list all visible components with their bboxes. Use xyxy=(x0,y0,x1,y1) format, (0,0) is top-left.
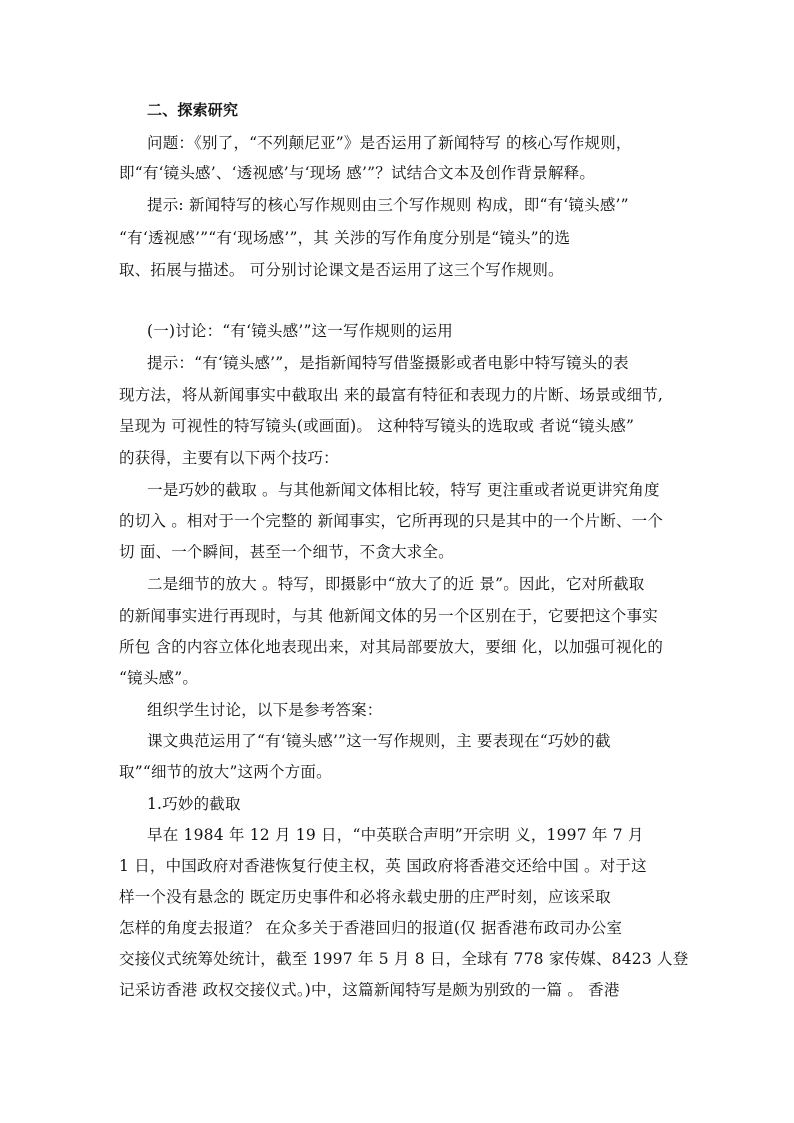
paragraph-line: 所包 含的内容立体化地表现出来，对其局部要放大，要细 化，以加强可视化的 xyxy=(119,638,664,656)
paragraph-line: 样一个没有悬念的 既定历史事件和必将永载史册的庄严时刻，应该采取 xyxy=(119,888,611,906)
subsection-heading: (一)讨论：“有‘镜头感’”这一写作规则的运用 xyxy=(147,322,453,340)
paragraph-line: 一是巧妙的截取 。与其他新闻文体相比较，特写 更注重或者说更讲究角度 xyxy=(147,481,660,499)
paragraph-line: 的获得，主要有以下两个技巧： xyxy=(119,449,339,467)
paragraph-line: 交接仪式统筹处统计，截至 1997 年 5 月 8 日，全球有 778 家传媒、8423 人登 xyxy=(119,950,689,968)
numbered-heading: 1.巧妙的截取 xyxy=(147,795,241,813)
paragraph-line: 提示：“有‘镜头感’”，是指新闻特写借鉴摄影或者电影中特写镜头的表 xyxy=(147,354,629,372)
paragraph-line: 现方法，将从新闻事实中截取出 来的最富有特征和表现力的片断、场景或细节, xyxy=(119,386,664,404)
paragraph-line: 记采访香港 政权交接仪式。)中，这篇新闻特写是颇为别致的一篇 。 香港 xyxy=(119,981,620,999)
paragraph-line: “镜头感”。 xyxy=(119,669,199,687)
paragraph-line: 的新闻事实进行再现时，与其 他新闻文体的另一个区别在于，它要把这个事实 xyxy=(119,607,658,625)
paragraph-line: “有‘透视感’”“有‘现场感’”，其 关涉的写作角度分别是“镜头”的选 xyxy=(119,229,571,247)
paragraph-line: 问题：《别了，“不列颠尼亚”》是否运用了新闻特写 的核心写作规则， xyxy=(147,134,632,152)
paragraph-line: 怎样的角度去报道？ 在众多关于香港回归的报道(仅 据香港布政司办公室 xyxy=(119,919,623,937)
paragraph-line: 早在 1984 年 12 月 19 日，“中英联合声明”开宗明 义，1997 年 7 月 xyxy=(147,826,644,844)
section-heading: 二、探索研究 xyxy=(147,101,239,119)
paragraph-line: 的切入 。相对于一个完整的 新闻事实，它所再现的只是其中的一个片断、一个 xyxy=(119,512,664,530)
paragraph-line: 组织学生讨论，以下是参考答案： xyxy=(147,701,383,719)
paragraph-line: 切 面、一个瞬间，甚至一个细节，不贪大求全。 xyxy=(119,543,454,561)
paragraph-line: 二是细节的放大 。特写，即摄影中“放大了的近 景”。因此，它对所截取 xyxy=(147,575,645,593)
paragraph-line: 取、拓展与描述。 可分别讨论课文是否运用了这三个写作规则。 xyxy=(119,261,564,279)
paragraph-line: 课文典范运用了“有‘镜头感’”这一写作规则，主 要表现在“巧妙的截 xyxy=(147,732,611,750)
paragraph-line: 提示: 新闻特写的核心写作规则由三个写作规则 构成，即“有‘镜头感’” xyxy=(147,196,629,214)
paragraph-line: 呈现为 可视性的特写镜头(或画面)。 这种特写镜头的选取或 者说“镜头感” xyxy=(119,417,635,435)
paragraph-line: 1 日，中国政府对香港恢复行使主权，英 国政府将香港交还给中国 。对于这 xyxy=(119,857,647,875)
paragraph-line: 取”“细节的放大”这两个方面。 xyxy=(119,763,332,781)
paragraph-line: 即“有‘镜头感’、‘透视感’与‘现场 感’”？试结合文本及创作背景解释。 xyxy=(119,164,596,182)
